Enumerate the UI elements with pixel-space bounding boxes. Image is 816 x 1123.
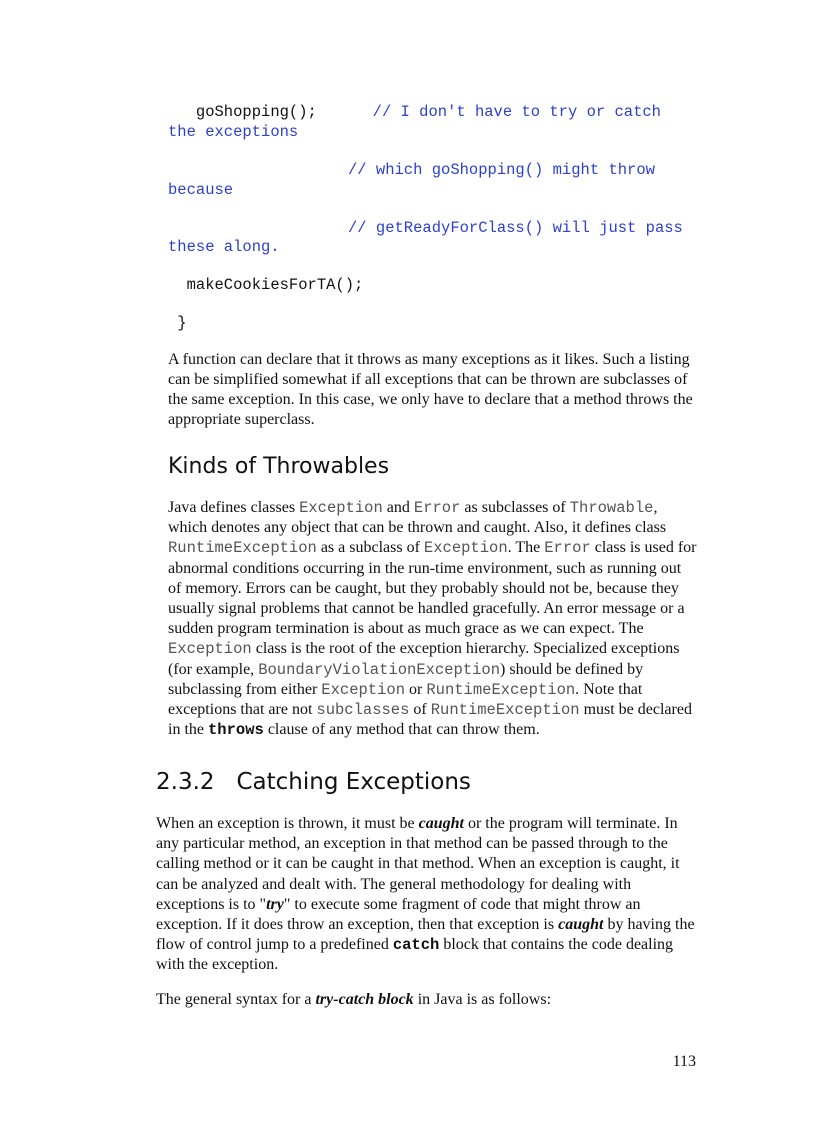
paragraph-try-catch-syntax: The general syntax for a try-catch block in Java is as follows: xyxy=(156,991,552,1008)
code-text: goShopping(); xyxy=(168,103,373,121)
code-closing-brace: } xyxy=(168,314,187,332)
code-comment-wrap: because xyxy=(168,181,234,199)
section-heading-catching-exceptions: 2.3.2 Catching Exceptions xyxy=(156,769,471,795)
code-comment-wrap: the exceptions xyxy=(168,123,299,141)
code-comment-wrap: these along. xyxy=(168,238,280,256)
section-heading-kinds-of-throwables: Kinds of Throwables xyxy=(168,454,390,479)
code-comment: // I don't have to try or catch xyxy=(372,103,661,121)
paragraph-throws-listing: A function can declare that it throws as many exceptions as it likes. Such a listing can be simplified somewhat if all exceptions that can be thrown are subclasses of the same exception. In this case, we only have to declare that a method throws the appropriate superclass. xyxy=(168,351,693,428)
code-comment: // which goShopping() might throw xyxy=(348,161,655,179)
paragraph-kinds-of-throwables: Java defines classes Exception and Error as subclasses of Throwable, which denotes any object that can be thrown and caught. Also, it defines class RuntimeException as a subclass of Exception. The Error class is used for abnormal conditions occurring in the run-time environment, such as running out of memory. Errors can be caught, but they probably should not be, because they usually signal problems that cannot be handled gracefully. An error message or a sudden program termination is about as much grace as we can expect. The Exception class is the root of the exception hierarchy. Specialized exceptions (for example, BoundaryViolationException) should be defined by subclassing from either Exception or RuntimeException. Note that exceptions that are not subclasses of RuntimeException must be declared in the throws clause of any method that can throw them. xyxy=(168,499,697,740)
paragraph-catching-exceptions: When an exception is thrown, it must be caught or the program will terminate. In any particular method, an exception in that method can be passed through to the calling method or it can be caught in that method. When an exception is caught, it can be analyzed and dealt with. The general methodology for dealing with exceptions is to "try" to execute some fragment of code that might throw an exception. If it does throw an exception, then that exception is caught by having the flow of control jump to a predefined catch block that contains the code dealing with the exception. xyxy=(156,815,695,974)
code-line-goshopping xyxy=(168,102,661,122)
code-line-makecookies: makeCookiesForTA(); xyxy=(168,276,364,294)
page-number: 113 xyxy=(672,1053,696,1070)
code-comment: // getReadyForClass() will just pass xyxy=(348,219,683,237)
